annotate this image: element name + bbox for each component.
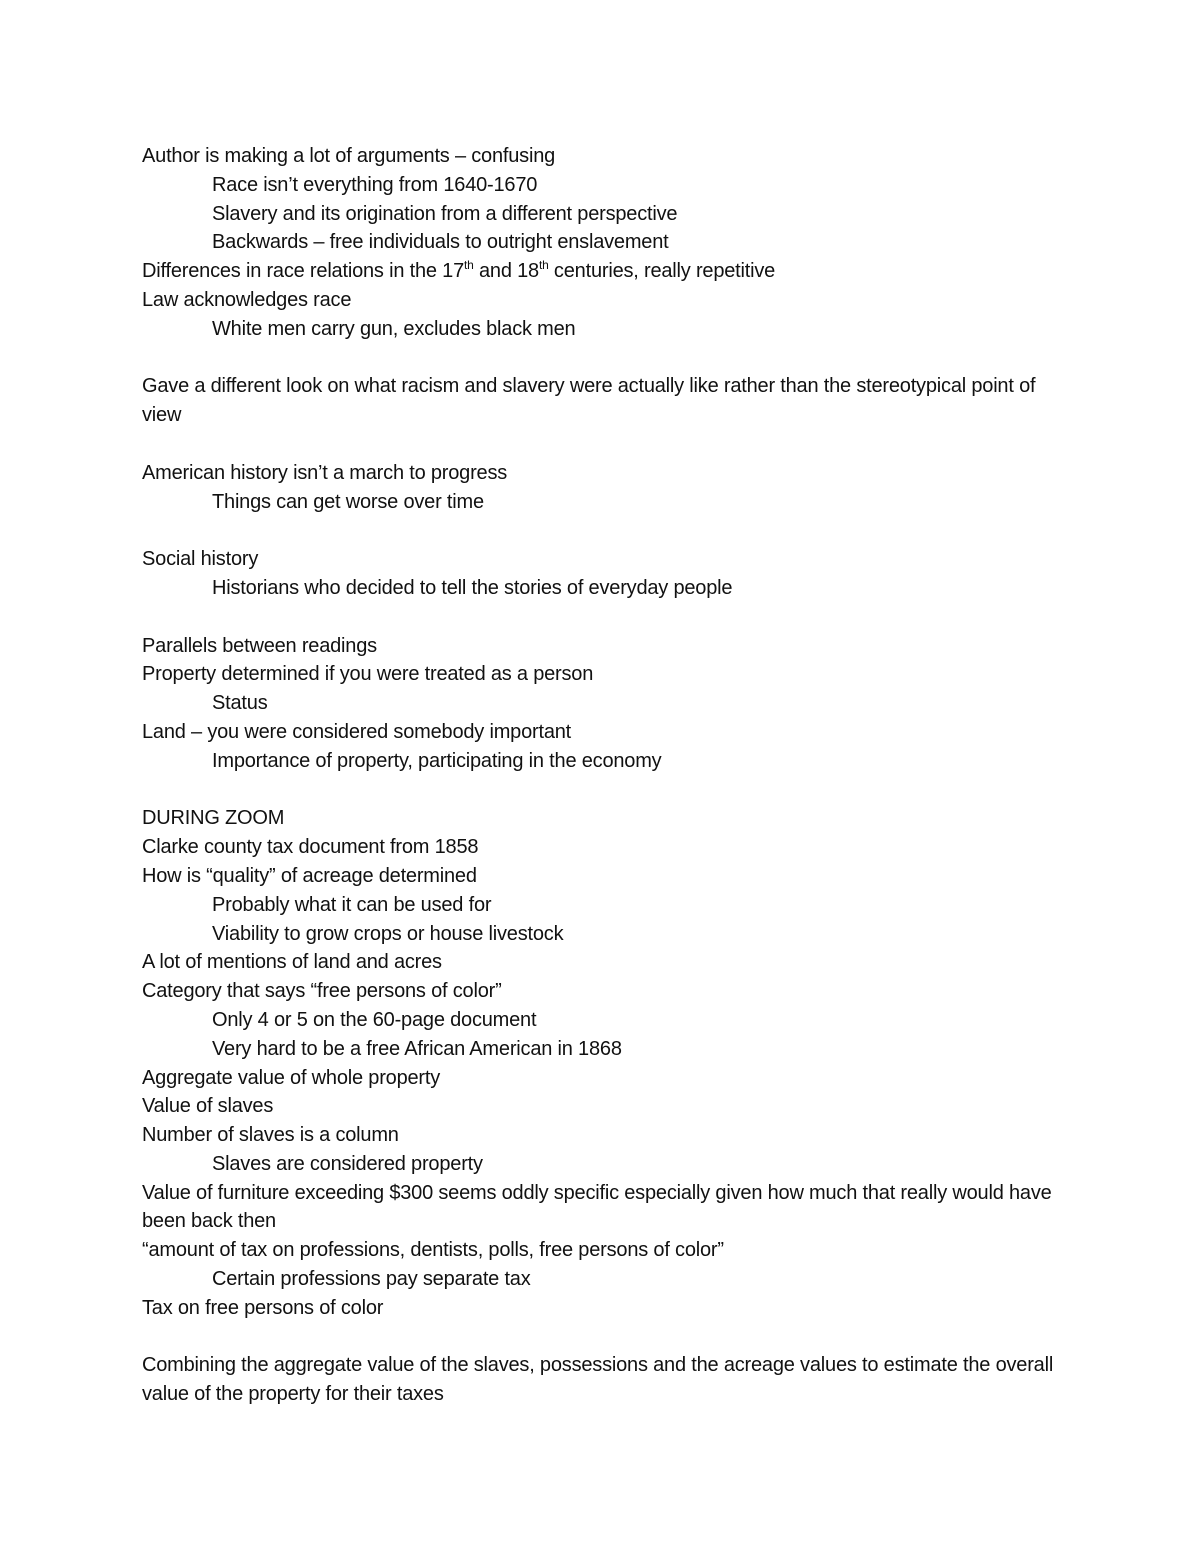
- blank-line: [142, 344, 1072, 373]
- ordinal-suffix: th: [538, 258, 549, 273]
- note-line: Category that says “free persons of color”: [142, 980, 502, 1003]
- note-line: Probably what it can be used for: [212, 893, 492, 916]
- note-line-centuries: [142, 257, 1072, 286]
- note-text: Differences in race relations in the 17: [142, 260, 465, 283]
- note-line: Historians who decided to tell the stories of everyday people: [212, 576, 733, 599]
- note-line: Certain professions pay separate tax: [212, 1268, 531, 1291]
- note-line: Tax on free persons of color: [142, 1296, 384, 1319]
- note-line: Aggregate value of whole property: [142, 1066, 441, 1089]
- note-line: Things can get worse over time: [212, 490, 484, 513]
- ordinal-suffix: th: [464, 258, 474, 273]
- note-line: Number of slaves is a column: [142, 1124, 399, 1147]
- note-line: Author is making a lot of arguments – confusing: [142, 145, 556, 167]
- note-line: Value of slaves: [142, 1095, 274, 1118]
- blank-line: [142, 516, 1072, 545]
- note-text: centuries, really repetitive: [548, 260, 776, 283]
- note-text: and 18: [473, 260, 539, 283]
- section-heading: DURING ZOOM: [142, 807, 285, 830]
- note-line: A lot of mentions of land and acres: [142, 951, 442, 974]
- notes-body: [142, 142, 1072, 1409]
- note-line: Importance of property, participating in the economy: [212, 749, 662, 772]
- note-line: White men carry gun, excludes black men: [212, 317, 576, 340]
- note-line: Very hard to be a free African American in 1868: [212, 1037, 622, 1060]
- note-line: Slaves are considered property: [212, 1152, 483, 1175]
- blank-line: [142, 776, 1072, 805]
- note-line: Status: [212, 692, 268, 715]
- note-line: Slavery and its origination from a different perspective: [212, 202, 678, 225]
- note-line: Combining the aggregate value of the slaves, possessions and the acreage values to estimate the overall value of the property for their taxes: [142, 1354, 1054, 1406]
- note-line: Value of furniture exceeding $300 seems oddly specific especially given how much that really would have been back then: [142, 1181, 1052, 1233]
- note-line: American history isn’t a march to progress: [142, 461, 508, 484]
- note-line: How is “quality” of acreage determined: [142, 864, 477, 887]
- note-line: “amount of tax on professions, dentists, polls, free persons of color”: [142, 1239, 724, 1262]
- note-line: Law acknowledges race: [142, 288, 352, 311]
- note-line: Clarke county tax document from 1858: [142, 836, 479, 859]
- blank-line: [142, 603, 1072, 632]
- note-line: Property determined if you were treated as a person: [142, 663, 594, 686]
- note-line: Viability to grow crops or house livestock: [212, 922, 564, 945]
- blank-line: [142, 1323, 1072, 1352]
- note-line: Gave a different look on what racism and slavery were actually like rather than the stereotypical point of view: [142, 375, 1036, 427]
- note-line: Only 4 or 5 on the 60-page document: [212, 1008, 537, 1031]
- note-line: Social history: [142, 548, 259, 571]
- note-line: Parallels between readings: [142, 634, 377, 657]
- note-line: Race isn’t everything from 1640-1670: [212, 173, 538, 196]
- blank-line: [142, 430, 1072, 459]
- note-line: Land – you were considered somebody important: [142, 720, 572, 743]
- note-line: Backwards – free individuals to outright enslavement: [212, 231, 669, 254]
